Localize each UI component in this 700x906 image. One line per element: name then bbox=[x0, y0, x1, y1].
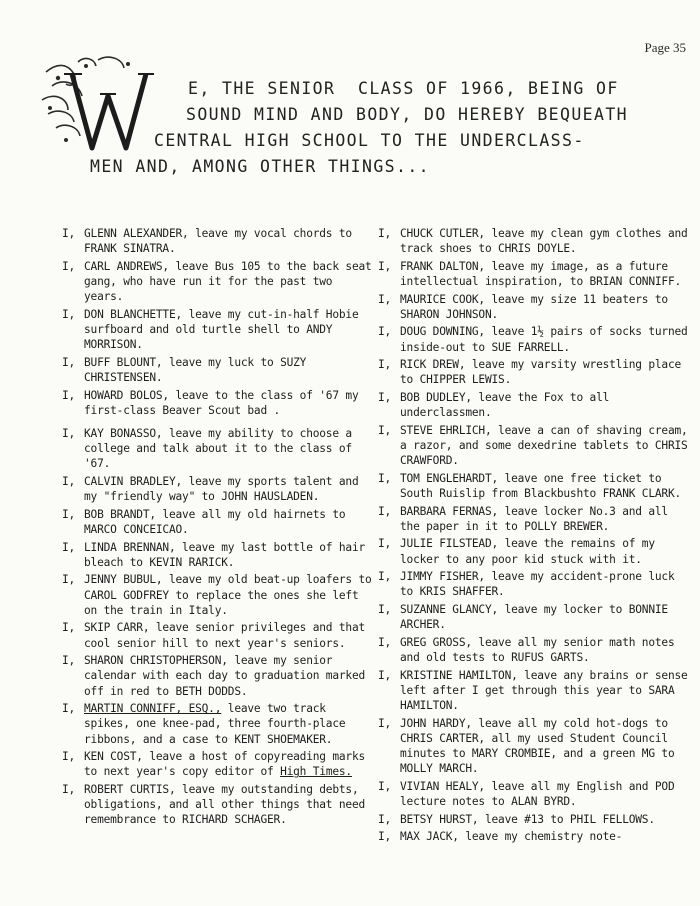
entry-text: CALVIN BRADLEY, leave my sports talent and my "friendly way" to JOHN HAUSLADEN. bbox=[84, 475, 359, 504]
entry-text: DON BLANCHETTE, leave my cut-in-half Hobie surfboard and old turtle shell to ANDY MORRISON. bbox=[84, 307, 359, 352]
entry-text: BUFF BLOUNT, leave my luck to SUZY CHRISTENSEN. bbox=[84, 355, 307, 384]
bequest-entry bbox=[62, 749, 374, 779]
entry-prefix: I, bbox=[62, 573, 76, 587]
bequest-entry bbox=[378, 779, 690, 809]
entry-prefix: I, bbox=[62, 654, 76, 668]
entry-prefix: I, bbox=[62, 540, 76, 554]
bequest-entry bbox=[378, 259, 690, 289]
heading-line: SOUND MIND AND BODY, DO HEREBY BEQUEATH bbox=[186, 105, 629, 124]
bequest-entry bbox=[62, 388, 374, 418]
entry-text bbox=[84, 749, 374, 779]
entry-text: BOB DUDLEY, leave the Fox to all underclassmen. bbox=[400, 390, 610, 420]
entry-prefix: I, bbox=[62, 307, 76, 321]
entry-prefix: I, bbox=[378, 570, 392, 584]
bequest-entry bbox=[378, 390, 690, 420]
entry-text: BOB BRANDT, leave all my old hairnets to MARCO CONCEICAO. bbox=[84, 507, 346, 536]
bequest-entry bbox=[378, 471, 690, 501]
bequest-entry bbox=[378, 602, 690, 632]
entry-prefix: I, bbox=[378, 390, 392, 404]
entry-text: JOHN HARDY, leave all my cold hot-dogs to CHRIS CARTER, all my used Student Council minutes to MARY CROMBIE, and a green MG to MOLLY MARCH. bbox=[400, 716, 675, 776]
entry-text: ROBERT CURTIS, leave my outstanding debts, obligations, and all other things that need remembrance to RICHARD SCHAGER. bbox=[84, 782, 366, 827]
entry-prefix: I, bbox=[62, 259, 76, 273]
entry-text bbox=[84, 701, 374, 747]
bequest-entry bbox=[378, 635, 690, 665]
entry-prefix: I, bbox=[378, 423, 392, 437]
bequest-entry bbox=[378, 569, 690, 599]
bequest-entry bbox=[378, 226, 690, 256]
entry-prefix: I, bbox=[62, 355, 76, 369]
page-number: Page 35 bbox=[644, 40, 686, 55]
entry-prefix: I, bbox=[62, 750, 76, 764]
heading-line: MEN AND, AMONG OTHER THINGS... bbox=[90, 157, 431, 176]
bequest-entry bbox=[62, 620, 374, 650]
bequest-heading bbox=[90, 76, 690, 180]
bequest-entry bbox=[378, 668, 690, 714]
bequest-entry bbox=[62, 259, 374, 305]
right-column bbox=[378, 226, 690, 847]
entry-prefix: I, bbox=[62, 388, 76, 402]
entry-prefix: I, bbox=[378, 716, 392, 730]
entry-text: JULIE FILSTEAD, leave the remains of my locker to any poor kid stuck with it. bbox=[400, 537, 655, 566]
bequest-entry bbox=[378, 292, 690, 322]
entry-prefix: I, bbox=[62, 507, 76, 521]
entry-text: CARL ANDREWS, leave Bus 105 to the back seat gang, who have run it for the past two years. bbox=[84, 259, 372, 304]
entry-text: TOM ENGLEHARDT, leave one free ticket to South Ruislip from Blackbushto FRANK CLARK. bbox=[400, 471, 682, 500]
entry-text: KAY BONASSO, leave my ability to choose a college and talk about it to the class of '67. bbox=[84, 427, 352, 471]
entry-text: SKIP CARR, leave senior privileges and that cool senior hill to next year's seniors. bbox=[84, 621, 366, 650]
entry-text: FRANK DALTON, leave my image, as a future intellectual inspiration, to BRIAN CONNIFF. bbox=[400, 259, 682, 288]
left-column bbox=[62, 226, 374, 830]
entry-prefix: I, bbox=[62, 427, 76, 440]
entry-text: DOUG DOWNING, leave 1½ pairs of socks turned inside-out to SUE FARRELL. bbox=[400, 325, 688, 354]
bequest-entry bbox=[62, 426, 374, 472]
entry-text-main: KEN COST, leave a host of copyreading marks to next year's copy editor of bbox=[84, 750, 366, 779]
entry-text: SUZANNE GLANCY, leave my locker to BONNIE ARCHER. bbox=[400, 602, 668, 632]
bequest-entry bbox=[378, 716, 690, 777]
bequest-entry bbox=[62, 226, 374, 256]
entry-text: CHUCK CUTLER, leave my clean gym clothes and track shoes to CHRIS DOYLE. bbox=[400, 227, 688, 256]
entry-text: MAURICE COOK, leave my size 11 beaters to SHARON JOHNSON. bbox=[400, 292, 668, 321]
heading-line: CENTRAL HIGH SCHOOL TO THE UNDERCLASS- bbox=[154, 131, 585, 150]
entry-prefix: I, bbox=[378, 812, 392, 826]
bequest-entry bbox=[62, 540, 374, 570]
bequest-entry bbox=[378, 504, 690, 534]
entry-prefix: I, bbox=[62, 621, 76, 635]
entry-prefix: I, bbox=[378, 325, 392, 339]
entry-text: BETSY HURST, leave #13 to PHIL FELLOWS. bbox=[400, 812, 655, 826]
entry-text: MAX JACK, leave my chemistry note- bbox=[400, 830, 623, 844]
entry-text: GLENN ALEXANDER, leave my vocal chords to FRANK SINATRA. bbox=[84, 227, 352, 256]
entry-text: JIMMY FISHER, leave my accident-prone luck to KRIS SHAFFER. bbox=[400, 570, 675, 599]
bequest-entry bbox=[378, 357, 690, 387]
entry-text-rest: leave two track spikes, one knee-pad, three fourth-place ribbons, and a case to KENT SHOEMAKER. bbox=[84, 702, 346, 746]
bequest-entry bbox=[62, 572, 374, 618]
entry-prefix: I, bbox=[378, 227, 392, 240]
bequest-entry bbox=[62, 653, 374, 699]
entry-text: LINDA BRENNAN, leave my last bottle of hair bleach to KEVIN RARICK. bbox=[84, 540, 366, 569]
entry-prefix: I, bbox=[378, 292, 392, 306]
entry-prefix: I, bbox=[62, 702, 76, 716]
entry-prefix: I, bbox=[378, 471, 392, 485]
bequest-entry bbox=[62, 474, 374, 504]
entry-prefix: I, bbox=[378, 779, 392, 793]
entry-prefix: I, bbox=[378, 537, 392, 551]
entry-text: STEVE EHRLICH, leave a can of shaving cream, a razor, and some dexedrine tablets to CHRIS CRAWFORD. bbox=[400, 423, 688, 468]
bequest-entry bbox=[378, 423, 690, 469]
entry-text: KRISTINE HAMILTON, leave any brains or sense left after I get through this year to SARA HAMILTON. bbox=[400, 668, 688, 712]
entry-text: HOWARD BOLOS, leave to the class of '67 my first-class Beaver Scout bad . bbox=[84, 388, 359, 417]
entry-prefix: I, bbox=[378, 602, 392, 616]
entry-text: RICK DREW, leave my varsity wrestling place to CHIPPER LEWIS. bbox=[400, 358, 682, 387]
entry-prefix: I, bbox=[62, 475, 76, 488]
entry-prefix: I, bbox=[378, 259, 392, 273]
bequest-entry bbox=[62, 507, 374, 537]
entry-prefix: I, bbox=[62, 227, 76, 240]
entry-text: BARBARA FERNAS, leave locker No.3 and all the paper in it to POLLY BREWER. bbox=[400, 504, 668, 533]
bequest-entry bbox=[62, 782, 374, 828]
entry-prefix: I, bbox=[378, 504, 392, 518]
bequest-entry bbox=[378, 324, 690, 354]
entry-prefix: I, bbox=[378, 635, 392, 649]
bequest-entry bbox=[378, 829, 690, 844]
bequest-entry bbox=[62, 701, 374, 747]
entry-underlined-title: High Times. bbox=[280, 765, 352, 779]
heading-line: E, THE SENIOR CLASS OF 1966, BEING OF bbox=[188, 79, 619, 98]
bequest-entry bbox=[62, 355, 374, 385]
entry-text: VIVIAN HEALY, leave all my English and POD lecture notes to ALAN BYRD. bbox=[400, 779, 675, 808]
entry-prefix: I, bbox=[378, 830, 392, 844]
entry-text: JENNY BUBUL, leave my old beat-up loafers to CAROL GODFREY to replace the ones she left on the train in Italy. bbox=[84, 573, 372, 617]
entry-prefix: I, bbox=[378, 358, 392, 372]
bequest-entry bbox=[378, 812, 690, 827]
entry-text: GREG GROSS, leave all my senior math notes and old tests to RUFUS GARTS. bbox=[400, 635, 675, 664]
entry-name-underlined: MARTIN CONNIFF, ESQ., bbox=[84, 702, 222, 716]
bequest-entry bbox=[62, 307, 374, 353]
entry-prefix: I, bbox=[62, 782, 76, 796]
entry-prefix: I, bbox=[378, 668, 392, 682]
bequest-entry bbox=[378, 536, 690, 566]
entry-text: SHARON CHRISTOPHERSON, leave my senior calendar with each day to graduation marked off in red to BETH DODDS. bbox=[84, 654, 366, 698]
